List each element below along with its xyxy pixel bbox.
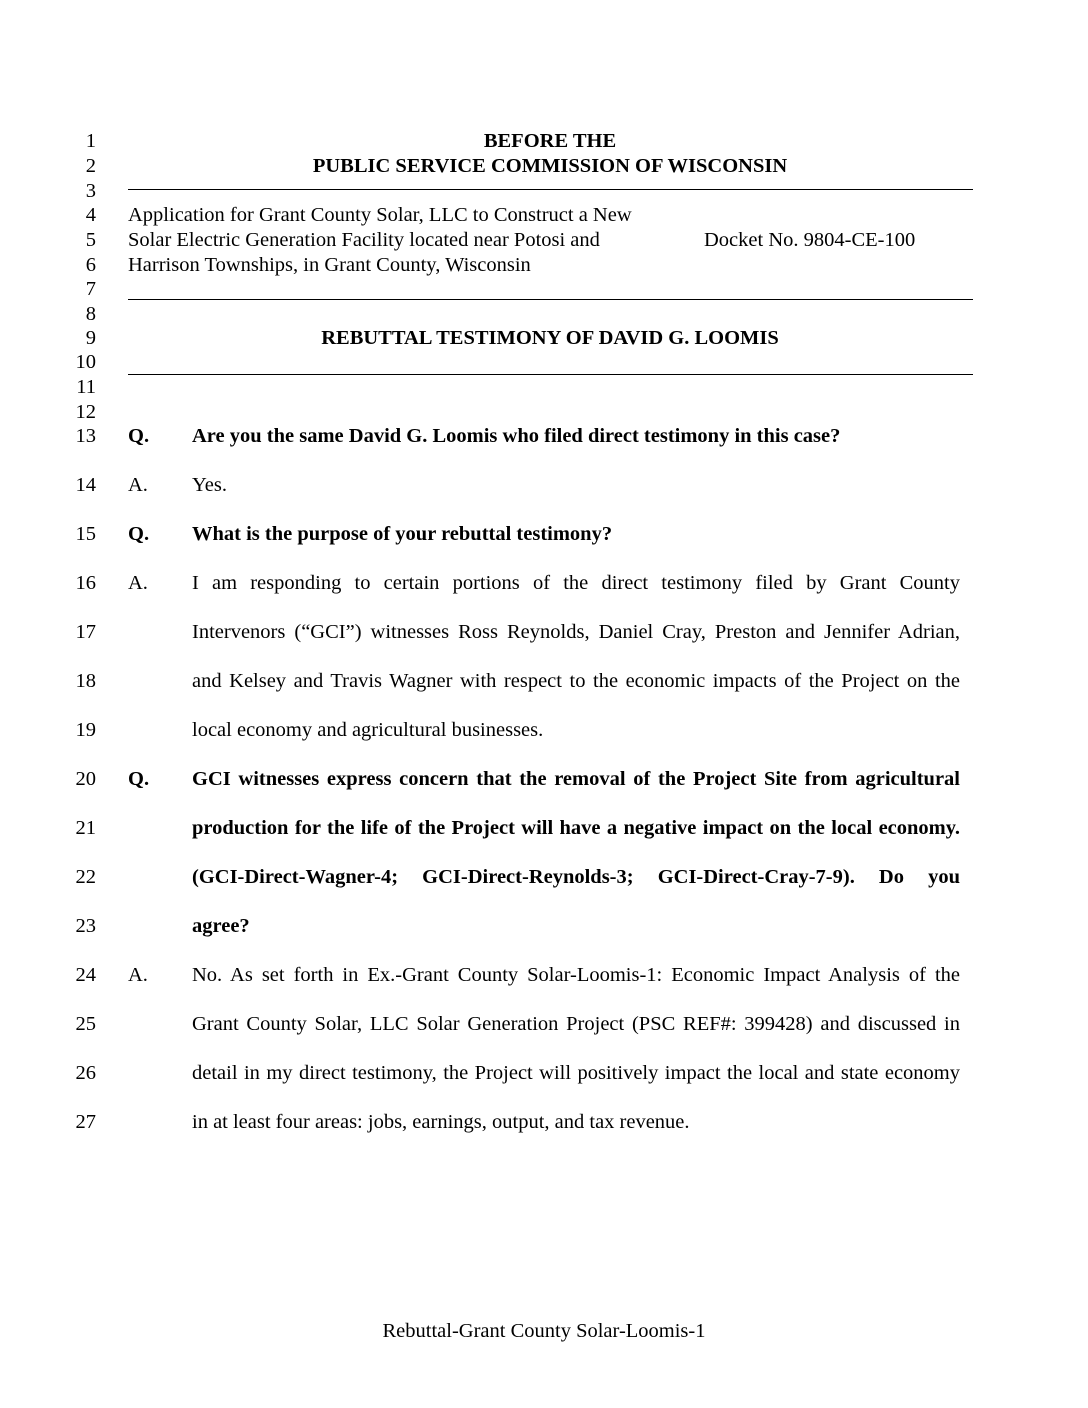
divider	[128, 299, 973, 300]
question-text: production for the life of the Project will have a negative impact on the local economy.	[192, 817, 960, 839]
page-footer: Rebuttal-Grant County Solar-Loomis-1	[382, 1320, 706, 1342]
line-number: 4	[85, 204, 96, 226]
line-number: 26	[75, 1062, 96, 1084]
question-text: What is the purpose of your rebuttal testimony?	[192, 523, 613, 545]
caption-line: Application for Grant County Solar, LLC to Construct a New	[128, 204, 632, 226]
line-number: 11	[76, 376, 96, 398]
answer-text: local economy and agricultural businesses.	[192, 719, 544, 741]
question-text: (GCI-Direct-Wagner-4; GCI-Direct-Reynolds-3; GCI-Direct-Cray-7-9). Do you	[192, 866, 960, 888]
question-label: Q.	[128, 768, 150, 790]
question-label: Q.	[128, 425, 150, 447]
question-label: Q.	[128, 523, 150, 545]
question-text: agree?	[192, 915, 250, 937]
answer-text: No. As set forth in Ex.-Grant County Solar-Loomis-1: Economic Impact Analysis of the	[192, 964, 960, 986]
line-number: 16	[75, 572, 96, 594]
divider	[128, 374, 973, 375]
line-number: 15	[75, 523, 96, 545]
line-number: 8	[85, 303, 96, 325]
line-number: 5	[85, 229, 96, 251]
answer-text: I am responding to certain portions of the direct testimony filed by Grant County	[192, 572, 960, 594]
line-number: 1	[85, 130, 96, 152]
line-number: 10	[75, 351, 96, 373]
line-number: 2	[85, 155, 96, 177]
line-number: 23	[75, 915, 96, 937]
question-text: GCI witnesses express concern that the removal of the Project Site from agricultural	[192, 768, 960, 790]
divider	[128, 189, 973, 190]
caption-line: Solar Electric Generation Facility located near Potosi and	[128, 229, 600, 251]
line-number: 19	[75, 719, 96, 741]
line-number: 27	[75, 1111, 96, 1133]
line-number: 25	[75, 1013, 96, 1035]
answer-text: detail in my direct testimony, the Project will positively impact the local and state economy	[192, 1062, 960, 1084]
answer-text: Intervenors (“GCI”) witnesses Ross Reynolds, Daniel Cray, Preston and Jennifer Adrian,	[192, 621, 960, 643]
line-number: 12	[75, 401, 96, 423]
line-number: 18	[75, 670, 96, 692]
question-text: Are you the same David G. Loomis who filed direct testimony in this case?	[192, 425, 841, 447]
answer-text: Grant County Solar, LLC Solar Generation Project (PSC REF#: 399428) and discussed in	[192, 1013, 960, 1035]
line-number: 13	[75, 425, 96, 447]
line-number: 24	[75, 964, 96, 986]
line-number: 22	[75, 866, 96, 888]
header-title-line2: PUBLIC SERVICE COMMISSION OF WISCONSIN	[312, 155, 788, 177]
answer-text: Yes.	[192, 474, 227, 496]
header-title-line1: BEFORE THE	[483, 130, 617, 152]
answer-label: A.	[128, 474, 148, 496]
caption-line: Harrison Townships, in Grant County, Wisconsin	[128, 254, 531, 276]
line-number: 14	[75, 474, 96, 496]
line-number: 9	[85, 327, 96, 349]
docket-number: Docket No. 9804-CE-100	[704, 229, 916, 251]
answer-text: in at least four areas: jobs, earnings, output, and tax revenue.	[192, 1111, 690, 1133]
answer-label: A.	[128, 964, 148, 986]
answer-label: A.	[128, 572, 148, 594]
line-number: 7	[85, 278, 96, 300]
line-number: 17	[75, 621, 96, 643]
line-number: 21	[75, 817, 96, 839]
line-number: 6	[85, 254, 96, 276]
line-number: 20	[75, 768, 96, 790]
line-number: 3	[85, 180, 96, 202]
testimony-title: REBUTTAL TESTIMONY OF DAVID G. LOOMIS	[321, 327, 779, 349]
answer-text: and Kelsey and Travis Wagner with respect to the economic impacts of the Project on the	[192, 670, 960, 692]
